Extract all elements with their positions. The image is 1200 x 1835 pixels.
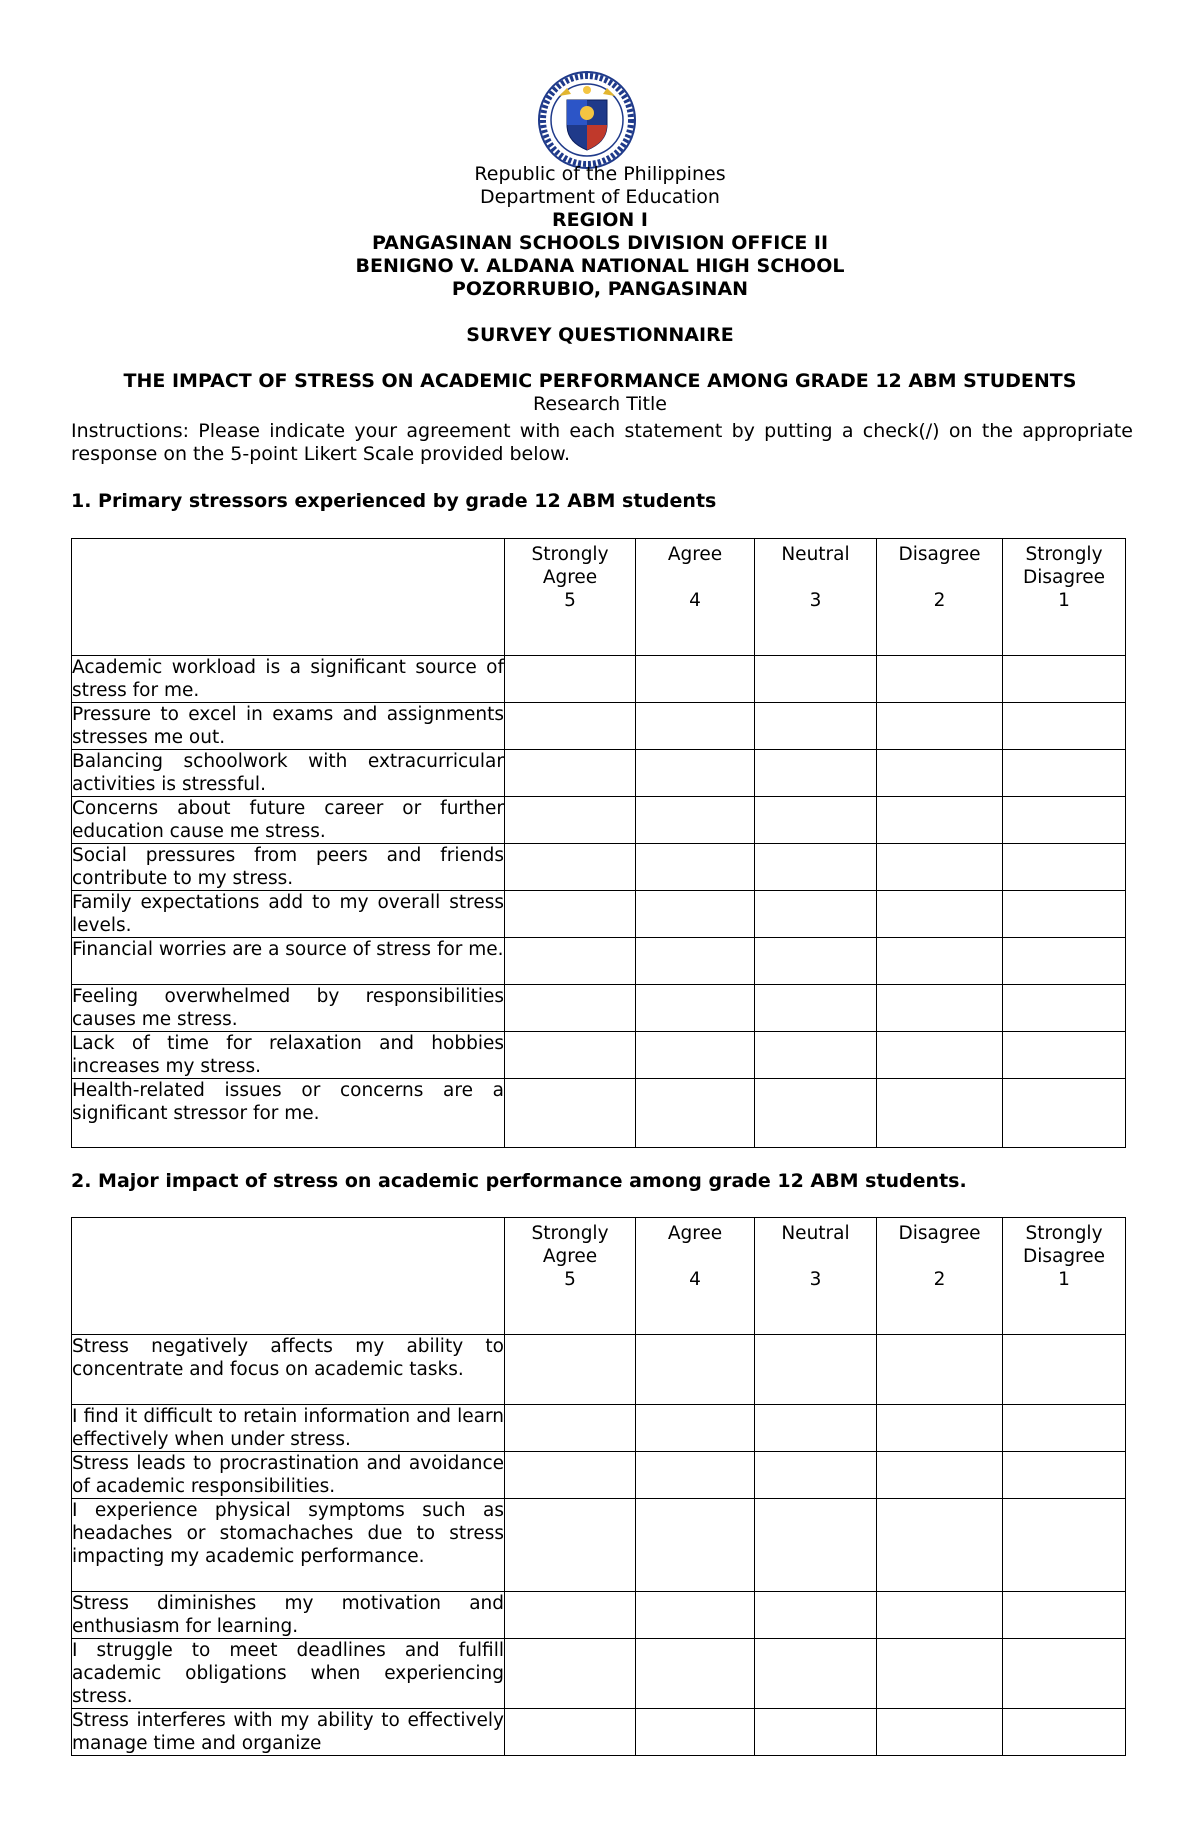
statement-cell: Balancing schoolwork with extracurricular activities is stressful. bbox=[72, 751, 504, 795]
response-cell[interactable] bbox=[755, 750, 877, 797]
country-line: Republic of the Philippines bbox=[474, 163, 726, 185]
statement-cell: Lack of time for relaxation and hobbies increases my stress. bbox=[72, 1033, 504, 1077]
response-cell[interactable] bbox=[877, 656, 1003, 703]
response-cell[interactable] bbox=[505, 1335, 636, 1405]
statement-cell: Pressure to excel in exams and assignments stresses me out. bbox=[72, 704, 504, 748]
response-cell[interactable] bbox=[505, 1032, 636, 1079]
scale-header-neutral: Neutral 3 bbox=[755, 1218, 877, 1335]
instructions-text: Instructions: Please indicate your agreement with each statement by putting a check(/) on the appropriate response on the 5-point Likert Scale provided below. bbox=[71, 420, 1133, 465]
response-cell[interactable] bbox=[1003, 703, 1126, 750]
response-cell[interactable] bbox=[505, 1452, 636, 1499]
table-header-row bbox=[72, 1218, 1126, 1335]
response-cell[interactable] bbox=[636, 1452, 755, 1499]
statement-cell: Social pressures from peers and friends contribute to my stress. bbox=[72, 845, 504, 889]
response-cell[interactable] bbox=[636, 750, 755, 797]
response-cell[interactable] bbox=[755, 1709, 877, 1756]
response-cell[interactable] bbox=[1003, 1709, 1126, 1756]
response-cell[interactable] bbox=[1003, 1499, 1126, 1592]
table-row bbox=[72, 656, 1126, 703]
response-cell[interactable] bbox=[505, 938, 636, 985]
section-2-title: 2. Major impact of stress on academic performance among grade 12 ABM students. bbox=[71, 1170, 967, 1192]
scale-header-strongly-disagree: Strongly Disagree 1 bbox=[1003, 1218, 1126, 1335]
response-cell[interactable] bbox=[877, 844, 1003, 891]
response-cell[interactable] bbox=[636, 656, 755, 703]
scale-header-neutral: Neutral 3 bbox=[755, 539, 877, 656]
statement-cell: Stress diminishes my motivation and enthusiasm for learning. bbox=[72, 1593, 504, 1637]
response-cell[interactable] bbox=[636, 1079, 755, 1148]
response-cell[interactable] bbox=[636, 1032, 755, 1079]
response-cell[interactable] bbox=[877, 891, 1003, 938]
table-row bbox=[72, 1592, 1126, 1639]
table-row bbox=[72, 1452, 1126, 1499]
statement-cell: I experience physical symptoms such as headaches or stomachaches due to stress impacting my academic performance. bbox=[72, 1499, 505, 1592]
response-cell[interactable] bbox=[505, 703, 636, 750]
table-row bbox=[72, 938, 1126, 985]
table-header-row bbox=[72, 539, 1126, 656]
response-cell[interactable] bbox=[636, 844, 755, 891]
response-cell[interactable] bbox=[505, 1709, 636, 1756]
response-cell[interactable] bbox=[1003, 750, 1126, 797]
response-cell[interactable] bbox=[755, 1592, 877, 1639]
response-cell[interactable] bbox=[877, 1452, 1003, 1499]
response-cell[interactable] bbox=[505, 1405, 636, 1452]
response-cell[interactable] bbox=[636, 938, 755, 985]
statement-cell: Concerns about future career or further education cause me stress. bbox=[72, 798, 504, 842]
response-cell[interactable] bbox=[1003, 1335, 1126, 1405]
response-cell[interactable] bbox=[1003, 1032, 1126, 1079]
scale-header-agree: Agree 4 bbox=[636, 539, 755, 656]
statement-header-cell bbox=[72, 539, 505, 656]
response-cell[interactable] bbox=[636, 1335, 755, 1405]
response-cell[interactable] bbox=[877, 1335, 1003, 1405]
section-2-table bbox=[71, 1217, 1126, 1756]
response-cell[interactable] bbox=[1003, 844, 1126, 891]
response-cell[interactable] bbox=[1003, 1452, 1126, 1499]
statement-cell: Financial worries are a source of stress for me. bbox=[72, 938, 505, 985]
response-cell[interactable] bbox=[505, 656, 636, 703]
response-cell[interactable] bbox=[755, 985, 877, 1032]
statement-cell: Stress negatively affects my ability to concentrate and focus on academic tasks. bbox=[72, 1335, 505, 1405]
response-cell[interactable] bbox=[755, 1499, 877, 1592]
scale-header-strongly-agree: Strongly Agree 5 bbox=[505, 1218, 636, 1335]
survey-label: SURVEY QUESTIONNAIRE bbox=[466, 324, 734, 346]
response-cell[interactable] bbox=[636, 1639, 755, 1709]
response-cell[interactable] bbox=[636, 891, 755, 938]
section-1-title: 1. Primary stressors experienced by grade 12 ABM students bbox=[71, 490, 717, 512]
table-row bbox=[72, 1639, 1126, 1709]
statement-cell: Health-related issues or concerns are a significant stressor for me. bbox=[72, 1079, 505, 1148]
response-cell[interactable] bbox=[877, 1592, 1003, 1639]
response-cell[interactable] bbox=[505, 891, 636, 938]
response-cell[interactable] bbox=[636, 797, 755, 844]
response-cell[interactable] bbox=[755, 1405, 877, 1452]
response-cell[interactable] bbox=[877, 1405, 1003, 1452]
response-cell[interactable] bbox=[755, 656, 877, 703]
response-cell[interactable] bbox=[505, 797, 636, 844]
table-row bbox=[72, 1335, 1126, 1405]
statement-cell: I find it difficult to retain information and learn effectively when under stress. bbox=[72, 1406, 504, 1450]
response-cell[interactable] bbox=[505, 1079, 636, 1148]
response-cell[interactable] bbox=[505, 1592, 636, 1639]
region-line: REGION I bbox=[551, 209, 648, 231]
response-cell[interactable] bbox=[755, 1639, 877, 1709]
response-cell[interactable] bbox=[636, 1499, 755, 1592]
table-row bbox=[72, 844, 1126, 891]
response-cell[interactable] bbox=[1003, 797, 1126, 844]
response-cell[interactable] bbox=[1003, 1405, 1126, 1452]
table-row bbox=[72, 750, 1126, 797]
scale-header-strongly-agree: Strongly Agree 5 bbox=[505, 539, 636, 656]
statement-cell: Family expectations add to my overall stress levels. bbox=[72, 892, 504, 936]
response-cell[interactable] bbox=[1003, 891, 1126, 938]
response-cell[interactable] bbox=[755, 703, 877, 750]
response-cell[interactable] bbox=[636, 1592, 755, 1639]
response-cell[interactable] bbox=[636, 1709, 755, 1756]
response-cell[interactable] bbox=[1003, 1079, 1126, 1148]
table-row bbox=[72, 985, 1126, 1032]
table-row bbox=[72, 797, 1126, 844]
response-cell[interactable] bbox=[636, 1405, 755, 1452]
response-cell[interactable] bbox=[1003, 1592, 1126, 1639]
response-cell[interactable] bbox=[1003, 656, 1126, 703]
scale-header-strongly-disagree: Strongly Disagree 1 bbox=[1003, 539, 1126, 656]
deped-seal-icon bbox=[537, 70, 637, 170]
response-cell[interactable] bbox=[755, 1452, 877, 1499]
department-line: Department of Education bbox=[480, 186, 720, 208]
response-cell[interactable] bbox=[755, 938, 877, 985]
table-row bbox=[72, 1079, 1126, 1148]
table-row bbox=[72, 1709, 1126, 1756]
statement-cell: Feeling overwhelmed by responsibilities causes me stress. bbox=[72, 986, 504, 1030]
table-row bbox=[72, 1499, 1126, 1592]
response-cell[interactable] bbox=[755, 844, 877, 891]
table-row bbox=[72, 703, 1126, 750]
table-row bbox=[72, 1405, 1126, 1452]
statement-header-cell bbox=[72, 1218, 505, 1335]
response-cell[interactable] bbox=[877, 985, 1003, 1032]
research-title-caption: Research Title bbox=[533, 393, 667, 415]
document-header bbox=[0, 163, 1200, 416]
scale-header-agree: Agree 4 bbox=[636, 1218, 755, 1335]
statement-cell: Stress interferes with my ability to effectively manage time and organize bbox=[72, 1710, 504, 1754]
response-cell[interactable] bbox=[877, 703, 1003, 750]
scale-header-disagree: Disagree 2 bbox=[877, 1218, 1003, 1335]
statement-cell: I struggle to meet deadlines and fulfill academic obligations when experiencing stress. bbox=[72, 1640, 504, 1707]
response-cell[interactable] bbox=[755, 797, 877, 844]
response-cell[interactable] bbox=[505, 750, 636, 797]
response-cell[interactable] bbox=[505, 1499, 636, 1592]
response-cell[interactable] bbox=[877, 797, 1003, 844]
table-row bbox=[72, 891, 1126, 938]
response-cell[interactable] bbox=[1003, 1639, 1126, 1709]
response-cell[interactable] bbox=[877, 938, 1003, 985]
statement-cell: Stress leads to procrastination and avoidance of academic responsibilities. bbox=[72, 1453, 504, 1497]
response-cell[interactable] bbox=[877, 1032, 1003, 1079]
school-line: BENIGNO V. ALDANA NATIONAL HIGH SCHOOL bbox=[355, 255, 845, 277]
location-line: POZORRUBIO, PANGASINAN bbox=[451, 278, 749, 300]
research-title: THE IMPACT OF STRESS ON ACADEMIC PERFORMANCE AMONG GRADE 12 ABM STUDENTS bbox=[123, 370, 1077, 392]
response-cell[interactable] bbox=[755, 1079, 877, 1148]
response-cell[interactable] bbox=[877, 750, 1003, 797]
response-cell[interactable] bbox=[636, 985, 755, 1032]
response-cell[interactable] bbox=[877, 1499, 1003, 1592]
scale-header-disagree: Disagree 2 bbox=[877, 539, 1003, 656]
response-cell[interactable] bbox=[755, 1335, 877, 1405]
response-cell[interactable] bbox=[755, 1032, 877, 1079]
response-cell[interactable] bbox=[877, 1639, 1003, 1709]
response-cell[interactable] bbox=[1003, 938, 1126, 985]
table-row bbox=[72, 1032, 1126, 1079]
response-cell[interactable] bbox=[877, 1709, 1003, 1756]
section-1-table bbox=[71, 538, 1126, 1148]
response-cell[interactable] bbox=[505, 985, 636, 1032]
response-cell[interactable] bbox=[755, 891, 877, 938]
division-line: PANGASINAN SCHOOLS DIVISION OFFICE II bbox=[371, 232, 829, 254]
response-cell[interactable] bbox=[505, 1639, 636, 1709]
response-cell[interactable] bbox=[636, 703, 755, 750]
response-cell[interactable] bbox=[505, 844, 636, 891]
response-cell[interactable] bbox=[877, 1079, 1003, 1148]
response-cell[interactable] bbox=[1003, 985, 1126, 1032]
statement-cell: Academic workload is a significant source of stress for me. bbox=[72, 657, 504, 701]
